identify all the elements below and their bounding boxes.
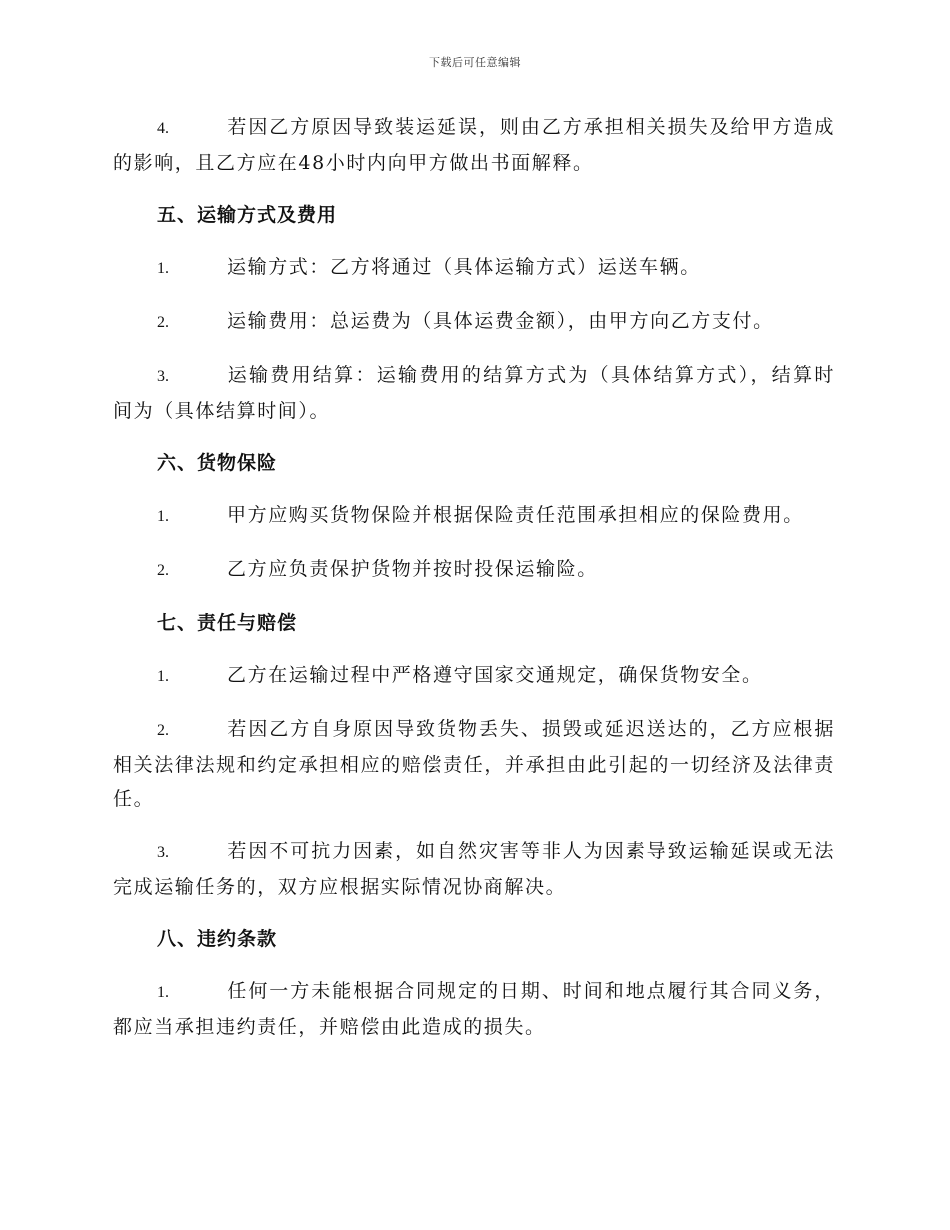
document-body xyxy=(113,110,835,1062)
clause-number: 2. xyxy=(157,562,169,579)
clause-text: 运输方式：乙方将通过（具体运输方式）运送车辆。 xyxy=(227,256,701,278)
clause-text: 任何一方未能根据合同规定的日期、时间和地点履行其合同义务，都应当承担违约责任，并赔偿由此造成的损失。 xyxy=(113,980,835,1038)
clause-number: 2. xyxy=(157,722,169,739)
clause-item xyxy=(113,974,835,1044)
clause-number: 2. xyxy=(157,314,169,331)
clause-item xyxy=(113,834,835,904)
clause-item xyxy=(113,250,835,286)
clause-item xyxy=(113,712,835,816)
clause-number: 3. xyxy=(157,844,169,861)
page-header: 下载后可任意编辑 xyxy=(429,56,521,69)
section-heading: 五、运输方式及费用 xyxy=(157,204,338,226)
clause-item xyxy=(113,110,835,180)
clause-number: 1. xyxy=(157,668,169,685)
clause-item xyxy=(113,358,835,428)
clause-number: 1. xyxy=(157,984,169,1001)
section-heading: 六、货物保险 xyxy=(157,452,278,474)
clause-item xyxy=(113,498,835,534)
clause-text: 若因不可抗力因素，如自然灾害等非人为因素导致运输延误或无法完成运输任务的，双方应根据实际情况协商解决。 xyxy=(113,840,835,898)
clause-number: 4. xyxy=(157,120,169,137)
clause-item xyxy=(113,552,835,588)
clause-text: 乙方应负责保护货物并按时投保运输险。 xyxy=(227,558,598,580)
clause-text: 甲方应购买货物保险并根据保险责任范围承担相应的保险费用。 xyxy=(227,504,804,526)
clause-text: 运输费用结算：运输费用的结算方式为（具体结算方式），结算时间为（具体结算时间）。 xyxy=(113,364,835,422)
section-heading: 八、违约条款 xyxy=(157,928,278,950)
clause-number: 1. xyxy=(157,260,169,277)
clause-text: 若因乙方自身原因导致货物丢失、损毁或延迟送达的，乙方应根据相关法律法规和约定承担相应的赔偿责任，并承担由此引起的一切经济及法律责任。 xyxy=(113,718,835,810)
clause-number: 1. xyxy=(157,508,169,525)
section-heading: 七、责任与赔偿 xyxy=(157,612,298,634)
clause-text: 若因乙方原因导致装运延误，则由乙方承担相关损失及给甲方造成的影响，且乙方应在48小时内向甲方做出书面解释。 xyxy=(113,116,835,174)
clause-item xyxy=(113,304,835,340)
clause-text: 乙方在运输过程中严格遵守国家交通规定，确保货物安全。 xyxy=(227,664,763,686)
clause-item xyxy=(113,658,835,694)
clause-number: 3. xyxy=(157,368,169,385)
clause-text: 运输费用：总运费为（具体运费金额），由甲方向乙方支付。 xyxy=(227,310,774,332)
